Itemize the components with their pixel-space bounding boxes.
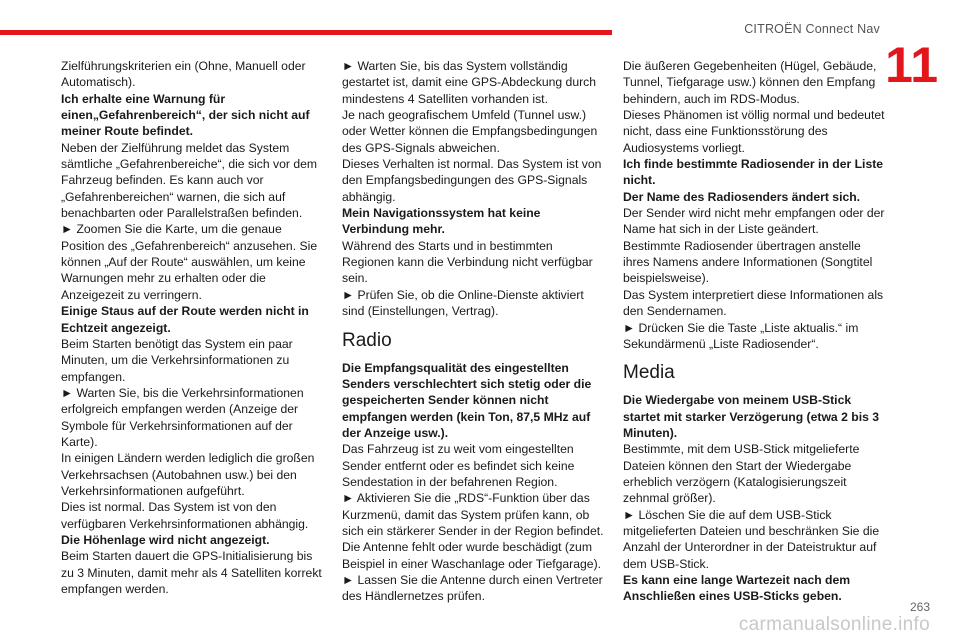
paragraph: Die äußeren Gegebenheiten (Hügel, Gebäude, Tunnel, Tiefgarage usw.) können den Empfang behindern, auch im RDS-Modus. xyxy=(623,59,877,106)
paragraph: ► Löschen Sie die auf dem USB-Stick mitgelieferten Dateien und beschränken Sie die Anzahl der Unterordner in der Dateistruktur auf dem USB-Stick. xyxy=(623,507,880,571)
question-heading: Ich finde bestimmte Radiosender in der Liste nicht. xyxy=(623,157,884,188)
paragraph: Beim Starten benötigt das System ein paar Minuten, um die Verkehrsinformationen zu empfangen. xyxy=(61,336,293,384)
text-column-2 xyxy=(342,58,608,605)
paragraph: ► Warten Sie, bis die Verkehrsinformationen erfolgreich empfangen werden (Anzeige der Symbole für Verkehrsinformationen auf der Karte). xyxy=(61,385,304,449)
manual-section-title: CITROËN Connect Nav xyxy=(744,22,880,36)
text-column-1 xyxy=(61,58,323,597)
question-heading: Die Empfangsqualität des eingestellten Senders verschlechtert sich stetig oder die gespeicherten Sender können nicht empfangen werden (kein Ton, 87,5 MHz auf der Anzeige usw.). xyxy=(342,360,592,440)
paragraph: Bestimmte, mit dem USB-Stick mitgelieferte Dateien können den Start der Wiedergabe erheblich verzögern (Katalogisierungszeit zehnmal größer). xyxy=(623,442,860,506)
question-heading: Es kann eine lange Wartezeit nach dem Anschließen eines USB-Sticks geben. xyxy=(623,572,851,604)
paragraph: Während des Starts und in bestimmten Regionen kann die Verbindung nicht verfügbar sein. xyxy=(342,238,593,286)
question-heading: Der Name des Radiosenders ändert sich. xyxy=(623,189,861,204)
question-heading: Die Höhenlage wird nicht angezeigt. xyxy=(61,532,270,547)
paragraph: Dieses Verhalten ist normal. Das System ist von den Empfangsbedingungen des GPS-Signals abhängig. xyxy=(342,157,602,204)
question-heading: Mein Navigationssystem hat keine Verbindung mehr. xyxy=(342,206,541,237)
paragraph: Bestimmte Radiosender übertragen anstelle ihres Namens andere Informationen (Songtitel beispielsweise). xyxy=(623,238,873,286)
paragraph: ► Warten Sie, bis das System vollständig gestartet ist, damit eine GPS-Abdeckung durch mindestens 4 Satelliten vorhanden ist. xyxy=(342,59,597,106)
paragraph: ► Lassen Sie die Antenne durch einen Vertreter des Händlernetzes prüfen. xyxy=(342,572,603,604)
paragraph: Dies ist normal. Das System ist von den verfügbaren Verkehrsinformationen abhängig. xyxy=(61,500,309,531)
watermark: carmanualsonline.info xyxy=(738,614,930,635)
section-heading: Media xyxy=(623,362,675,384)
question-heading: Ich erhalte eine Warnung für einen„Gefahrenbereich“, der sich nicht auf meiner Route befindet. xyxy=(61,91,310,139)
paragraph: Der Sender wird nicht mehr empfangen oder der Name hat sich in der Liste geändert. xyxy=(623,206,885,237)
header-accent-bar xyxy=(0,30,612,35)
paragraph: ► Aktivieren Sie die „RDS“-Funktion über das Kurzmenü, damit das System prüfen kann, ob sich ein stärkerer Sender in der Region befindet. xyxy=(342,491,604,538)
paragraph: Dieses Phänomen ist völlig normal und bedeutet nicht, dass eine Funktionsstörung des Audiosystems vorliegt. xyxy=(623,108,885,155)
question-heading: Einige Staus auf der Route werden nicht in Echtzeit angezeigt. xyxy=(61,304,309,335)
paragraph: In einigen Ländern werden lediglich die großen Verkehrsachsen (Autobahnen usw.) bei den Verkehrsinformationen aufgeführt. xyxy=(61,451,315,498)
section-heading: Radio xyxy=(342,329,392,351)
paragraph: Je nach geografischem Umfeld (Tunnel usw.) oder Wetter können die Empfangsbedingungen des GPS-Signals abweichen. xyxy=(342,108,598,155)
paragraph: Das Fahrzeug ist zu weit vom eingestellten Sender entfernt oder es befindet sich keine Sendestation in der befahrenen Region. xyxy=(342,442,575,489)
paragraph: ► Prüfen Sie, ob die Online-Dienste aktiviert sind (Einstellungen, Vertrag). xyxy=(342,287,584,319)
chapter-number: 11 xyxy=(885,37,938,93)
paragraph: Neben der Zielführung meldet das System sämtliche „Gefahrenbereiche“, die sich vor dem Fahrzeug befinden. Es kann auch vor „Gefahrenbereichen“ warnen, die sich auf benachbarten oder Parallelstraßen befinden. xyxy=(61,140,318,221)
paragraph: ► Drücken Sie die Taste „Liste aktualis.“ im Sekundärmenü „Liste Radiosender“. xyxy=(623,320,859,351)
question-heading: Die Wiedergabe von meinem USB-Stick startet mit starker Verzögerung (etwa 2 bis 3 Minuten). xyxy=(623,393,880,440)
paragraph: Das System interpretiert diese Informationen als den Sendernamen. xyxy=(623,287,884,319)
page-number: 263 xyxy=(909,600,930,614)
paragraph: Zielführungskriterien ein (Ohne, Manuell oder Automatisch). xyxy=(61,59,306,90)
paragraph: ► Zoomen Sie die Karte, um die genaue Position des „Gefahrenbereich“ anzusehen. Sie können „Auf der Route“ auswählen, um keine Warnungen mehr zu erhalten oder die Anzeigezeit zu verringern. xyxy=(61,222,318,302)
paragraph: Beim Starten dauert die GPS-Initialisierung bis zu 3 Minuten, damit mehr als 4 Satelliten korrekt empfangen werden. xyxy=(61,549,322,596)
paragraph: Die Antenne fehlt oder wurde beschädigt (zum Beispiel in einer Waschanlage oder Tiefgarage). xyxy=(342,540,602,571)
text-column-3 xyxy=(623,58,888,605)
